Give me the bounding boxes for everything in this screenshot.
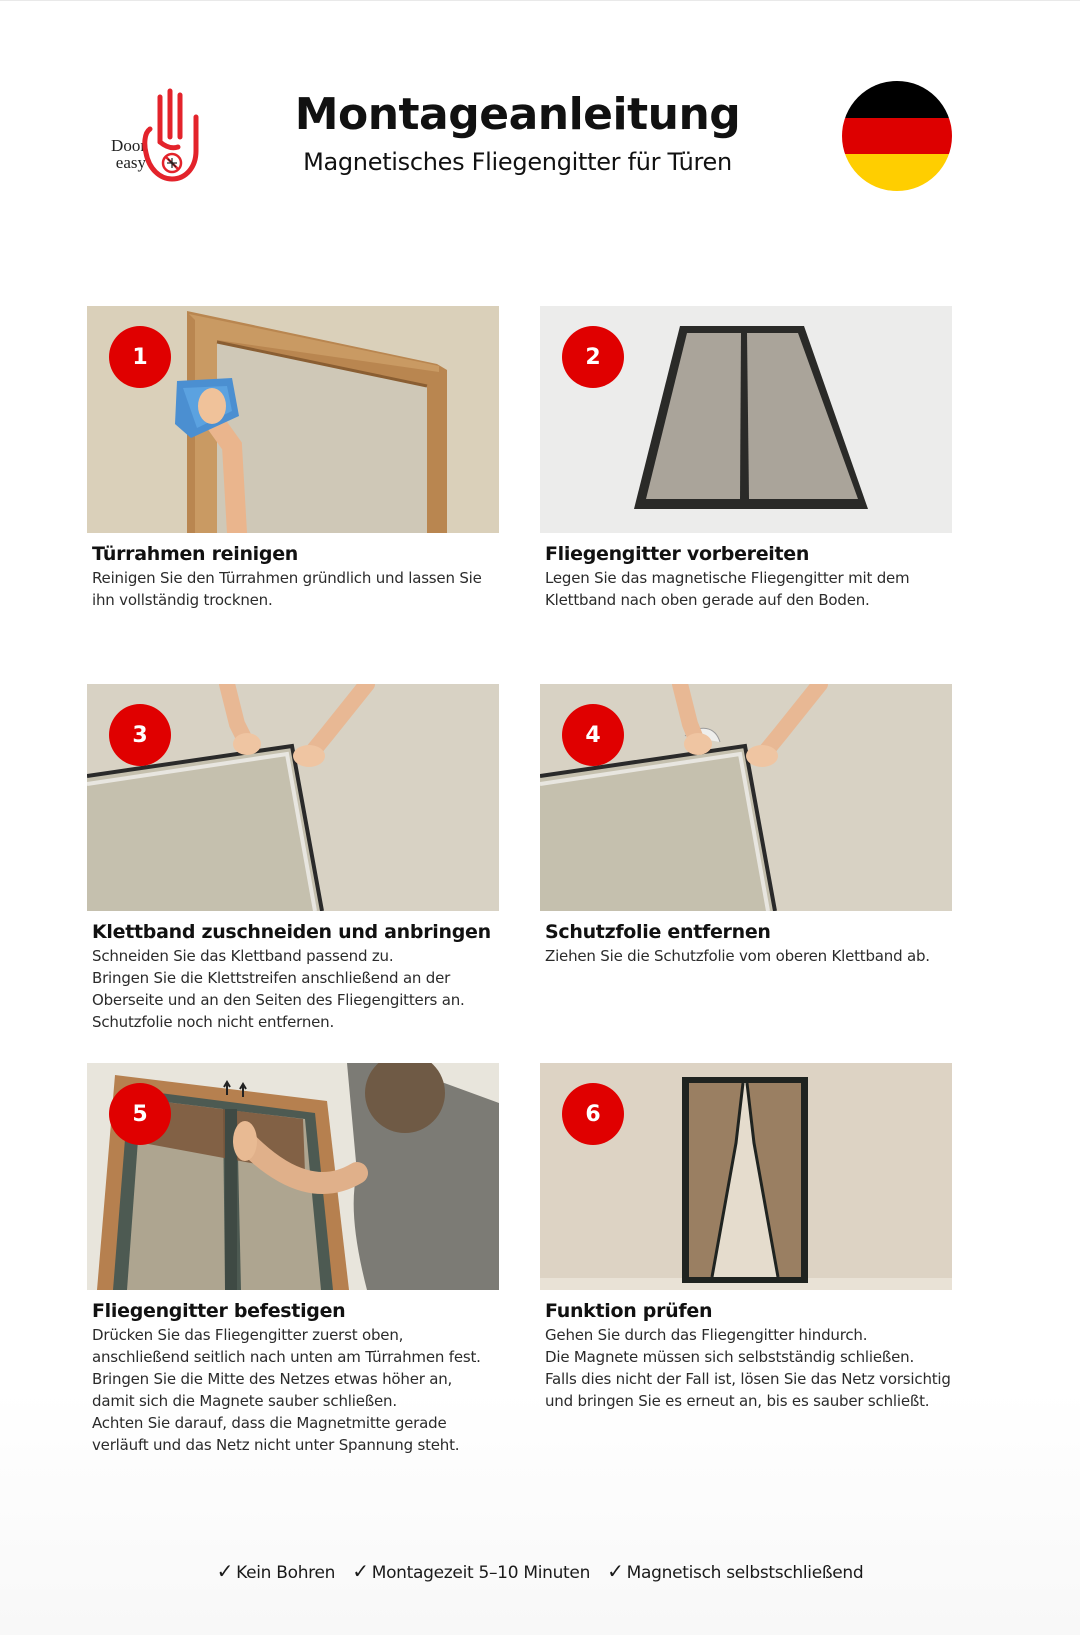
desc-line: ihn vollständig trocknen.	[92, 591, 273, 609]
page-title: Montageanleitung	[294, 89, 741, 140]
checkmark-icon: ✓	[607, 1559, 624, 1583]
feature-no-drilling	[217, 1559, 336, 1583]
step-6	[540, 1063, 952, 1412]
step-title: Türrahmen reinigen	[92, 543, 299, 565]
step-description	[545, 945, 952, 967]
checkmark-icon: ✓	[352, 1559, 369, 1583]
logo-word-easy: easy	[115, 153, 146, 172]
header-title-block	[260, 87, 775, 179]
step-title: Funktion prüfen	[545, 1300, 713, 1322]
feature-footer	[0, 1559, 1080, 1583]
step-3	[87, 684, 499, 1033]
step-4-image-peeling-film	[540, 684, 952, 911]
hand-mosquito-icon	[140, 87, 200, 187]
step-1-image-cleaning-frame	[87, 306, 499, 533]
desc-line: Schutzfolie noch nicht entfernen.	[92, 1013, 335, 1031]
flag-stripe-red	[842, 118, 952, 155]
step-title: Fliegengitter vorbereiten	[545, 543, 810, 565]
desc-line: Bringen Sie die Klettstreifen anschließend an der	[92, 969, 451, 987]
flag-stripe-black	[842, 81, 952, 118]
step-description	[92, 1324, 499, 1456]
step-2	[540, 306, 952, 611]
germany-flag-icon	[842, 81, 952, 191]
door-easy-logo	[92, 87, 207, 187]
page-subtitle: Magnetisches Fliegengitter für Türen	[303, 148, 732, 176]
desc-line: Reinigen Sie den Türrahmen gründlich und lassen Sie	[92, 569, 482, 587]
desc-line: Gehen Sie durch das Fliegengitter hindurch.	[545, 1326, 868, 1344]
step-4	[540, 684, 952, 967]
step-description	[545, 567, 952, 611]
step-title: Schutzfolie entfernen	[545, 921, 771, 943]
step-2-image-screen-flat	[540, 306, 952, 533]
step-number-badge: 1	[109, 326, 171, 388]
step-number-badge: 2	[562, 326, 624, 388]
step-description	[92, 945, 499, 1033]
logo-word-door: Door	[111, 136, 146, 155]
desc-line: Ziehen Sie die Schutzfolie vom oberen Klettband ab.	[545, 947, 930, 965]
step-title: Klettband zuschneiden und anbringen	[92, 921, 491, 943]
desc-line: verläuft und das Netz nicht unter Spannung steht.	[92, 1436, 460, 1454]
step-6-image-installed-screen	[540, 1063, 952, 1290]
desc-line: damit sich die Magnete sauber schließen.	[92, 1392, 397, 1410]
step-description	[92, 567, 499, 611]
desc-line: Oberseite und an den Seiten des Fliegengitters an.	[92, 991, 465, 1009]
flag-stripe-gold	[842, 154, 952, 191]
desc-line: Klettband nach oben gerade auf den Boden.	[545, 591, 870, 609]
step-title: Fliegengitter befestigen	[92, 1300, 346, 1322]
step-number-badge: 5	[109, 1083, 171, 1145]
step-3-image-attaching-velcro	[87, 684, 499, 911]
desc-line: anschließend seitlich nach unten am Türrahmen fest.	[92, 1348, 481, 1366]
checkmark-icon: ✓	[216, 1559, 234, 1583]
step-description	[545, 1324, 952, 1412]
desc-line: Bringen Sie die Mitte des Netzes etwas höher an,	[92, 1370, 453, 1388]
desc-line: Schneiden Sie das Klettband passend zu.	[92, 947, 394, 965]
feature-install-time	[352, 1559, 590, 1583]
desc-line: und bringen Sie es erneut an, bis es sauber schließt.	[545, 1392, 930, 1410]
desc-line: Die Magnete müssen sich selbstständig schließen.	[545, 1348, 915, 1366]
desc-line: Falls dies nicht der Fall ist, lösen Sie das Netz vorsichtig	[545, 1370, 951, 1388]
step-number-badge: 6	[562, 1083, 624, 1145]
desc-line: Drücken Sie das Fliegengitter zuerst oben,	[92, 1326, 404, 1344]
desc-line: Legen Sie das magnetische Fliegengitter mit dem	[545, 569, 910, 587]
step-number-badge: 3	[109, 704, 171, 766]
logo-text	[96, 137, 146, 171]
desc-line: Achten Sie darauf, dass die Magnetmitte gerade	[92, 1414, 447, 1432]
step-1	[87, 306, 499, 611]
step-5	[87, 1063, 499, 1456]
feature-label: Kein Bohren	[236, 1563, 336, 1583]
step-5-image-pressing-screen	[87, 1063, 499, 1290]
feature-label: Montagezeit 5–10 Minuten	[371, 1563, 591, 1583]
step-number-badge: 4	[562, 704, 624, 766]
feature-label: Magnetisch selbstschließend	[626, 1563, 864, 1583]
feature-self-closing	[607, 1559, 863, 1583]
